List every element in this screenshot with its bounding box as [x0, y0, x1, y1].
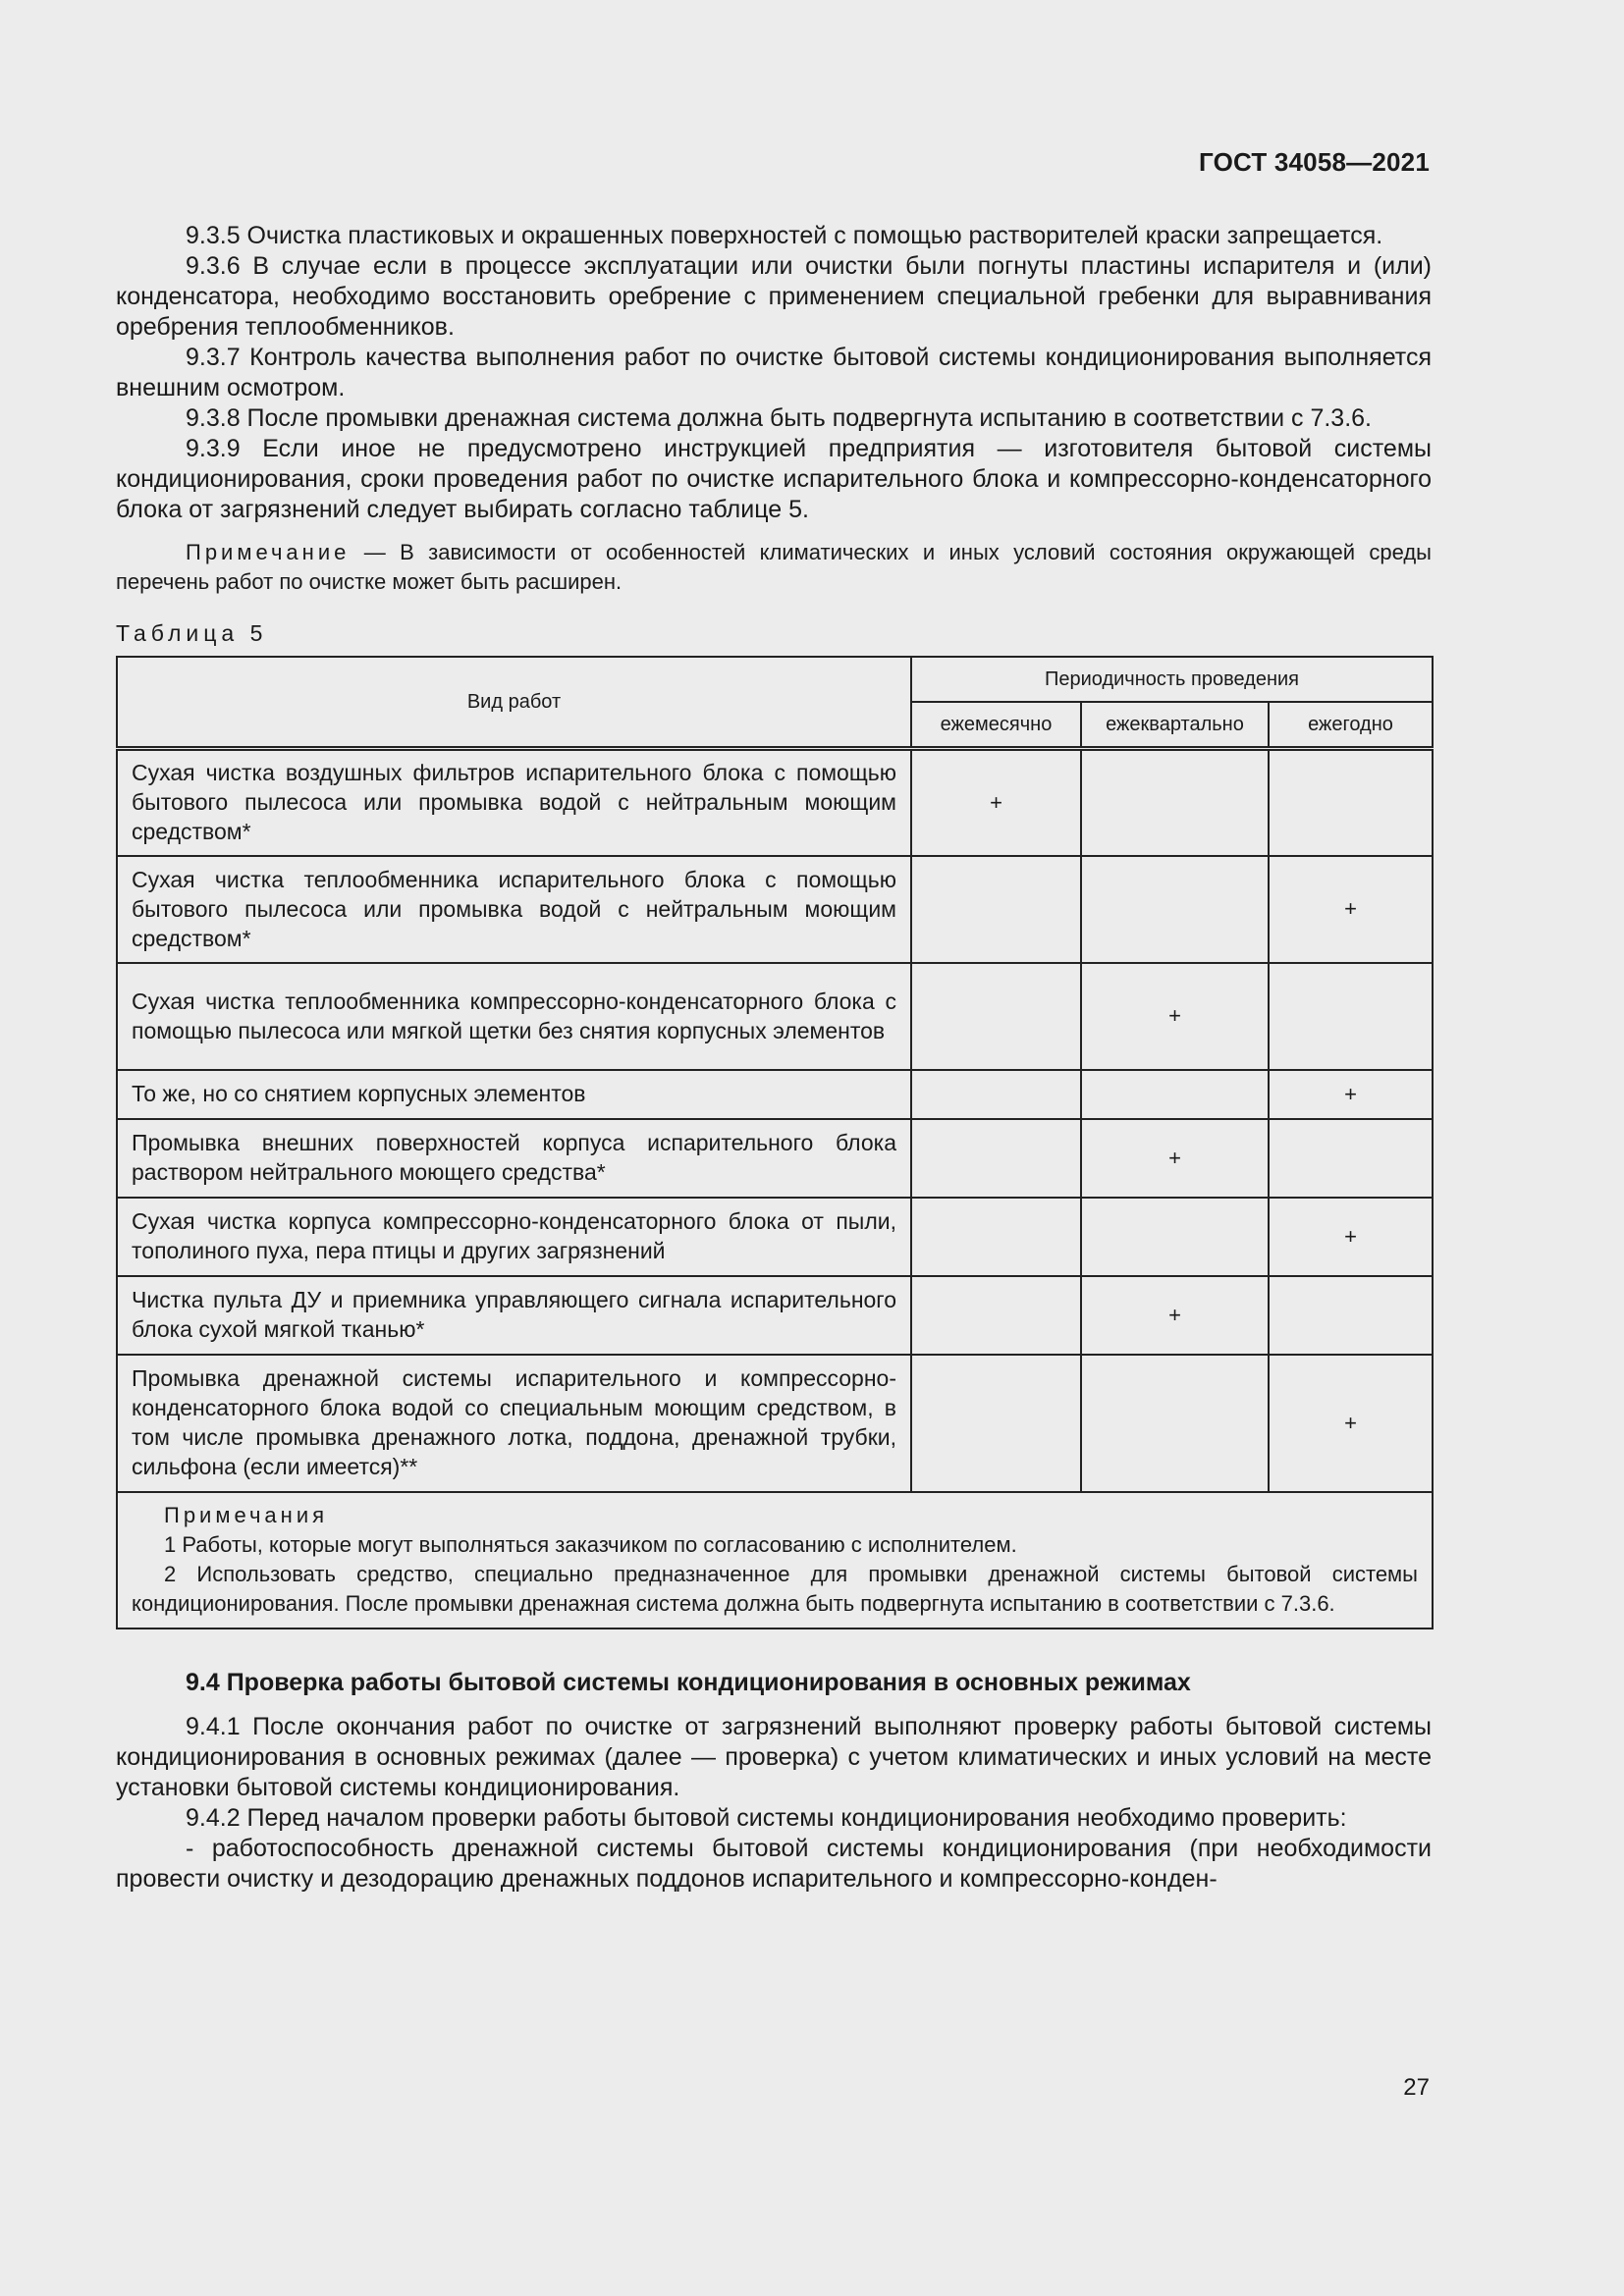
- paragraph-9-3-7: 9.3.7 Контроль качества выполнения работ по очистке бытовой системы кондиционирования выполняется внешним осмотром.: [116, 344, 1432, 401]
- note: [116, 538, 1432, 597]
- table-row: [117, 1198, 1433, 1276]
- table-notes-title: Примечания: [164, 1502, 329, 1527]
- yearly-cell: [1269, 1119, 1433, 1198]
- work-cell: Сухая чистка теплообменника испарительного блока с помощью бытового пылесоса или промывка водой с нейтральным моющим средством*: [117, 856, 911, 963]
- yearly-cell: +: [1269, 1070, 1433, 1119]
- work-cell: Промывка внешних поверхностей корпуса испарительного блока раствором нейтрального моющего средства*: [117, 1119, 911, 1198]
- table-note-item: 1 Работы, которые могут выполняться заказчиком по согласованию с исполнителем.: [164, 1531, 1017, 1557]
- quarterly-cell: [1081, 856, 1269, 963]
- yearly-cell: +: [1269, 1355, 1433, 1492]
- table-row: [117, 856, 1433, 963]
- monthly-cell: [911, 1276, 1081, 1355]
- header-quarterly: ежеквартально: [1081, 702, 1269, 749]
- monthly-cell: [911, 1355, 1081, 1492]
- table-row: [117, 749, 1433, 856]
- work-cell: Чистка пульта ДУ и приемника управляющего сигнала испарительного блока сухой мягкой тканью*: [117, 1276, 911, 1355]
- work-cell: Сухая чистка воздушных фильтров испарительного блока с помощью бытового пылесоса или промывка водой с нейтральным моющим средством*: [117, 749, 911, 856]
- table-row: [117, 1276, 1433, 1355]
- yearly-cell: +: [1269, 856, 1433, 963]
- page-number: 27: [1403, 2074, 1430, 2101]
- header-yearly: ежегодно: [1269, 702, 1433, 749]
- table-notes: [117, 1492, 1433, 1629]
- table-row: [117, 1070, 1433, 1119]
- yearly-cell: [1269, 963, 1433, 1070]
- paragraph-9-3-9: 9.3.9 Если иное не предусмотрено инструкцией предприятия — изготовителя бытовой системы кондиционирования, сроки проведения работ по очистке испарительного блока и компрессорно-конденсаторного блока от загрязнений следует выбирать согласно таблице 5.: [116, 435, 1432, 523]
- quarterly-cell: +: [1081, 1276, 1269, 1355]
- note-text: — В зависимости от особенностей климатических и иных условий состояния окружающей среды перечень работ по очистке может быть расширен.: [116, 540, 1432, 594]
- paragraph-9-3-6: 9.3.6 В случае если в процессе эксплуатации или очистки были погнуты пластины испарителя и (или) конденсатора, необходимо восстановить оребрение с применением специальной гребенки для выравнивания оребрения теплообменников.: [116, 252, 1432, 341]
- work-cell: Сухая чистка корпуса компрессорно-конденсаторного блока от пыли, тополиного пуха, пера птицы и других загрязнений: [117, 1198, 911, 1276]
- quarterly-cell: [1081, 1355, 1269, 1492]
- quarterly-cell: [1081, 1198, 1269, 1276]
- table-row: [117, 963, 1433, 1070]
- monthly-cell: [911, 1070, 1081, 1119]
- monthly-cell: +: [911, 749, 1081, 856]
- monthly-cell: [911, 963, 1081, 1070]
- section-heading-9-4: 9.4 Проверка работы бытовой системы кондиционирования в основных режимах: [186, 1668, 1191, 1696]
- quarterly-cell: [1081, 1070, 1269, 1119]
- work-cell: То же, но со снятием корпусных элементов: [117, 1070, 911, 1119]
- yearly-cell: +: [1269, 1198, 1433, 1276]
- table-row: [117, 1119, 1433, 1198]
- header-periodicity: Периодичность проведения: [911, 657, 1433, 702]
- paragraph-list-item: - работоспособность дренажной системы бытовой системы кондиционирования (при необходимости провести очистку и дезодорацию дренажных поддонов испарительного и компрессорно-конден-: [116, 1834, 1432, 1893]
- table-caption: Таблица 5: [116, 620, 268, 646]
- table-note-item: 2 Использовать средство, специально предназначенное для промывки дренажной системы бытовой системы кондиционирования. После промывки дренажная система должна быть подвергнута испытанию в соответствии с 7.3.6.: [132, 1561, 1418, 1616]
- document-id-header: ГОСТ 34058—2021: [1199, 147, 1430, 177]
- table-row: [117, 1355, 1433, 1492]
- header-monthly: ежемесячно: [911, 702, 1081, 749]
- work-cell: Сухая чистка теплообменника компрессорно-конденсаторного блока с помощью пылесоса или мягкой щетки без снятия корпусных элементов: [117, 963, 911, 1070]
- header-work-type: Вид работ: [117, 657, 911, 749]
- paragraph-9-3-8: 9.3.8 После промывки дренажная система должна быть подвергнута испытанию в соответствии с 7.3.6.: [186, 404, 1373, 432]
- yearly-cell: [1269, 749, 1433, 856]
- monthly-cell: [911, 1119, 1081, 1198]
- monthly-cell: [911, 1198, 1081, 1276]
- paragraph-9-4-1: 9.4.1 После окончания работ по очистке от загрязнений выполняют проверку работы бытовой системы кондиционирования в основных режимах (далее — проверка) с учетом климатических и иных условий на месте установки бытовой системы кондиционирования.: [116, 1712, 1432, 1801]
- yearly-cell: [1269, 1276, 1433, 1355]
- work-cell: Промывка дренажной системы испарительного и компрессорно-конденсаторного блока водой со специальным моющим средством, в том числе промывка дренажного лотка, поддона, дренажной трубки, сильфона (если имеется)**: [117, 1355, 911, 1492]
- table-notes-row: [117, 1492, 1433, 1629]
- quarterly-cell: +: [1081, 963, 1269, 1070]
- maintenance-table: [116, 656, 1434, 1629]
- paragraph-9-4-2: 9.4.2 Перед началом проверки работы бытовой системы кондиционирования необходимо проверить:: [186, 1803, 1347, 1832]
- quarterly-cell: [1081, 749, 1269, 856]
- monthly-cell: [911, 856, 1081, 963]
- note-label: Примечание: [186, 540, 351, 564]
- quarterly-cell: +: [1081, 1119, 1269, 1198]
- paragraph-9-3-5: 9.3.5 Очистка пластиковых и окрашенных поверхностей с помощью растворителей краски запрещается.: [186, 222, 1383, 249]
- page-content: [116, 221, 1432, 1895]
